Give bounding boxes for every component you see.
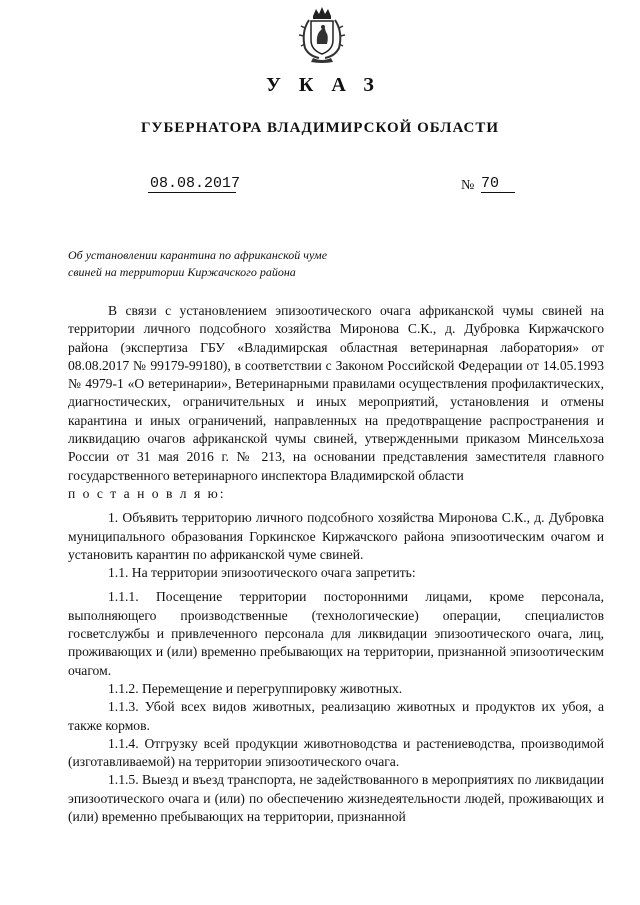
number-label: № xyxy=(461,178,475,193)
coat-of-arms-icon xyxy=(297,6,347,64)
document-type-title: УКАЗ xyxy=(266,74,392,96)
paragraph-1-1-3: 1.1.3. Убой всех видов животных, реализацию животных и продуктов их убоя, а также кормов. xyxy=(68,699,604,733)
document-number: 70 xyxy=(481,175,515,193)
subject-block xyxy=(68,247,368,281)
paragraph-1-1-4: 1.1.4. Отгрузку всей продукции животноводства и растениеводства, производимой (изготавливаемой) на территории эпизоотического очага. xyxy=(68,735,604,770)
paragraph-1-1: 1.1. На территории эпизоотического очага запретить: xyxy=(108,565,416,581)
preamble-paragraph: В связи с установлением эпизоотического очага африканской чумы свиней на территории личного подсобного хозяйства Миронова С.К., д. Дубровка Киржачского района (экспертиза ГБУ «Владимирская областная ветеринарная лаборатория» от 08.08.2017 № 99179-99180), в соответствии с Законом Российской Федерации от 14.05.1993 № 4979-1 «О ветеринарии», Ветеринарными правилами осуществления профилактических, диагностических, ограничительных и иных мероприятий, установления и отмены карантина и иных ограничений, направленных на предотвращение распространения и ликвидацию очагов африканской чумы свиней, утвержденными приказом Минсельхоза России от 31 мая 2016 г. № 213, на основании представления заместителя главного государственного ветеринарного инспектора Владимирской области xyxy=(68,303,604,483)
paragraph-1-1-1: 1.1.1. Посещение территории посторонними лицами, кроме персонала, выполняющего производственные (технологические) операции, специалистов госветслужбы и привлеченного персонала для ликвидации эпизоотического очага, лиц, проживающих и (или) временно пребывающих на территории, признанной эпизоотическим очагом. xyxy=(68,589,604,678)
issuer-title: ГУБЕРНАТОРА ВЛАДИМИРСКОЙ ОБЛАСТИ xyxy=(140,120,500,136)
decree-body xyxy=(68,302,604,826)
subject-line-1: Об установлении карантина по африканской чуме xyxy=(68,248,328,262)
paragraph-1-1-5: 1.1.5. Выезд и въезд транспорта, не задействованного в мероприятиях по ликвидации эпизоотического очага и (или) по обеспечению жизнедеятельности людей, проживающих и (или) временно пребывающих на территории, признанной xyxy=(68,772,604,825)
paragraph-1: 1. Объявить территорию личного подсобного хозяйства Миронова С.К., д. Дубровка муниципального образования Горкинское Киржачского района эпизоотическим очагом и установить карантин по африканской чуме свиней. xyxy=(68,510,604,562)
paragraph-1-1-2: 1.1.2. Перемещение и перегруппировку животных. xyxy=(108,680,403,696)
document-date: 08.08.2017 xyxy=(150,175,241,192)
decree-word: п о с т а н о в л я ю: xyxy=(68,485,226,501)
subject-line-2: свиней на территории Киржачского района xyxy=(68,265,296,279)
